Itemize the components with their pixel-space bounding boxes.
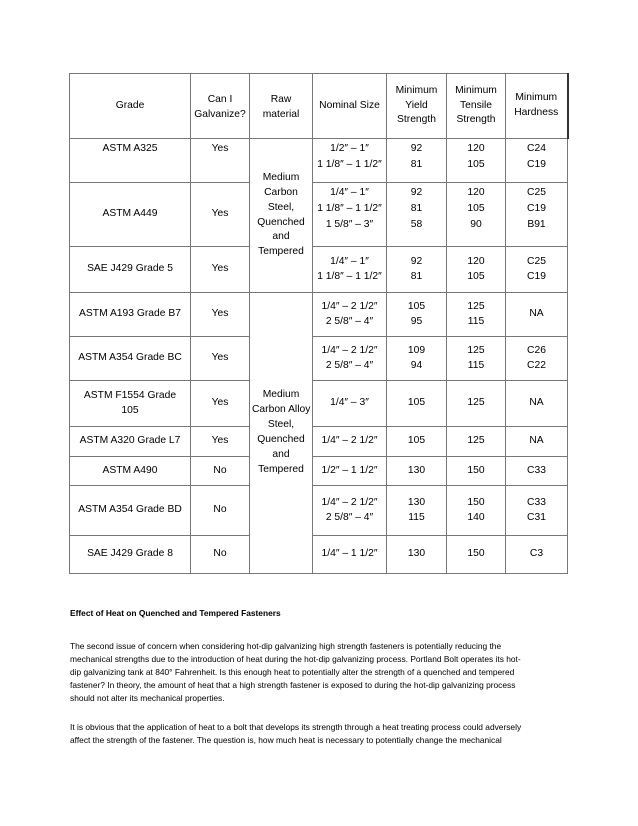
cell-hardness: NA <box>506 381 568 427</box>
cell-grade: ASTM A354 Grade BD <box>70 486 191 536</box>
cell-tensile: 120 105 <box>447 139 506 183</box>
table-row <box>70 457 568 486</box>
table-row <box>70 139 568 183</box>
paragraph-line: The second issue of concern when considering hot-dip galvanizing high strength fasteners is potentially reducing the <box>70 641 502 651</box>
cell-yield: 130 <box>387 536 447 574</box>
table-row <box>70 536 568 574</box>
cell-yield: 92 81 58 <box>387 183 447 247</box>
cell-yield: 105 <box>387 381 447 427</box>
cell-yield: 105 <box>387 427 447 457</box>
cell-nominal-size: 1/4″ – 1″ 1 1/8″ – 1 1/2″ 1 5/8″ – 3″ <box>313 183 387 247</box>
cell-galvanize: No <box>191 486 250 536</box>
cell-tensile: 125 <box>447 427 506 457</box>
paragraph-line: fastener? In theory, the amount of heat that a high strength fastener is exposed to during the hot-dip galvanizing process <box>70 680 516 691</box>
cell-hardness: C26 C22 <box>506 337 568 381</box>
cell-tensile: 125 115 <box>447 293 506 337</box>
cell-hardness: C25 C19 B91 <box>506 183 568 247</box>
header-min-yield: Minimum Yield Strength <box>387 74 447 139</box>
cell-hardness: C3 <box>506 536 568 574</box>
cell-nominal-size: 1/4″ – 2 1/2″ <box>313 427 387 457</box>
cell-nominal-size: 1/2″ – 1″ 1 1/8″ – 1 1/2″ <box>313 139 387 183</box>
cell-hardness: C33 <box>506 457 568 486</box>
cell-nominal-size: 1/4″ – 2 1/2″ 2 5/8″ – 4″ <box>313 337 387 381</box>
paragraph-heat-2 <box>70 721 568 747</box>
cell-raw-material-carbon-steel: Medium Carbon Steel, Quenched and Tempered <box>250 139 313 293</box>
paragraph-line: mechanical strengths due to the introduction of heat during the hot-dip galvanizing process. Portland Bolt operates its hot- <box>70 654 521 665</box>
paragraph-line: should not alter its mechanical properties. <box>70 693 225 704</box>
header-nominal-size: Nominal Size <box>313 74 387 139</box>
paragraph-line: dip galvanizing tank at 840° Fahrenheit. Is this enough heat to potentially alter the strength of a quenched and tempered <box>70 667 515 678</box>
paragraph-heat-1 <box>70 640 568 705</box>
paragraph-line: It is obvious that the application of heat to a bolt that develops its strength through a heat treating process could adversely <box>70 722 522 732</box>
cell-tensile: 120 105 90 <box>447 183 506 247</box>
cell-hardness: C25 C19 <box>506 247 568 293</box>
cell-tensile: 150 140 <box>447 486 506 536</box>
cell-nominal-size: 1/4″ – 1″ 1 1/8″ – 1 1/2″ <box>313 247 387 293</box>
cell-yield: 109 94 <box>387 337 447 381</box>
cell-hardness: C24 C19 <box>506 139 568 183</box>
table-row <box>70 337 568 381</box>
cell-yield: 92 81 <box>387 139 447 183</box>
cell-galvanize: Yes <box>191 139 250 183</box>
cell-grade: ASTM A354 Grade BC <box>70 337 191 381</box>
cell-galvanize: No <box>191 536 250 574</box>
cell-hardness: C33 C31 <box>506 486 568 536</box>
header-min-tensile: Minimum Tensile Strength <box>447 74 506 139</box>
cell-yield: 92 81 <box>387 247 447 293</box>
cell-nominal-size: 1/4″ – 3″ <box>313 381 387 427</box>
table-header-row <box>70 74 568 139</box>
cell-galvanize: Yes <box>191 247 250 293</box>
cell-yield: 105 95 <box>387 293 447 337</box>
cell-grade: ASTM A490 <box>70 457 191 486</box>
cell-galvanize: No <box>191 457 250 486</box>
cell-tensile: 125 115 <box>447 337 506 381</box>
cell-grade: ASTM A320 Grade L7 <box>70 427 191 457</box>
cell-grade: ASTM A449 <box>70 183 191 247</box>
cell-hardness: NA <box>506 293 568 337</box>
cell-hardness: NA <box>506 427 568 457</box>
cell-nominal-size: 1/2″ – 1 1/2″ <box>313 457 387 486</box>
table-row <box>70 293 568 337</box>
cell-tensile: 120 105 <box>447 247 506 293</box>
cell-yield: 130 115 <box>387 486 447 536</box>
cell-yield: 130 <box>387 457 447 486</box>
cell-galvanize: Yes <box>191 381 250 427</box>
cell-galvanize: Yes <box>191 337 250 381</box>
cell-galvanize: Yes <box>191 427 250 457</box>
header-raw-material: Raw material <box>250 74 313 139</box>
table-row <box>70 486 568 536</box>
cell-grade: ASTM A193 Grade B7 <box>70 293 191 337</box>
paragraph-line: affect the strength of the fastener. The question is, how much heat is necessary to potentially change the mechanical <box>70 735 502 746</box>
cell-tensile: 150 <box>447 457 506 486</box>
cell-galvanize: Yes <box>191 183 250 247</box>
table-row <box>70 427 568 457</box>
cell-raw-material-carbon-alloy-steel: Medium Carbon Alloy Steel, Quenched and Tempered <box>250 293 313 574</box>
cell-grade: SAE J429 Grade 8 <box>70 536 191 574</box>
section-heading: Effect of Heat on Quenched and Tempered Fasteners <box>70 608 281 618</box>
cell-galvanize: Yes <box>191 293 250 337</box>
cell-nominal-size: 1/4″ – 2 1/2″ 2 5/8″ – 4″ <box>313 293 387 337</box>
table-row <box>70 247 568 293</box>
header-can-galvanize: Can I Galvanize? <box>191 74 250 139</box>
header-grade: Grade <box>70 74 191 139</box>
cell-tensile: 150 <box>447 536 506 574</box>
cell-grade: SAE J429 Grade 5 <box>70 247 191 293</box>
cell-grade: ASTM A325 <box>70 139 191 183</box>
table-row <box>70 183 568 247</box>
table-row <box>70 381 568 427</box>
cell-grade: ASTM F1554 Grade 105 <box>70 381 191 427</box>
cell-tensile: 125 <box>447 381 506 427</box>
cell-nominal-size: 1/4″ – 2 1/2″ 2 5/8″ – 4″ <box>313 486 387 536</box>
fastener-spec-table <box>69 73 569 574</box>
header-min-hardness: Minimum Hardness <box>506 74 568 139</box>
cell-nominal-size: 1/4″ – 1 1/2″ <box>313 536 387 574</box>
